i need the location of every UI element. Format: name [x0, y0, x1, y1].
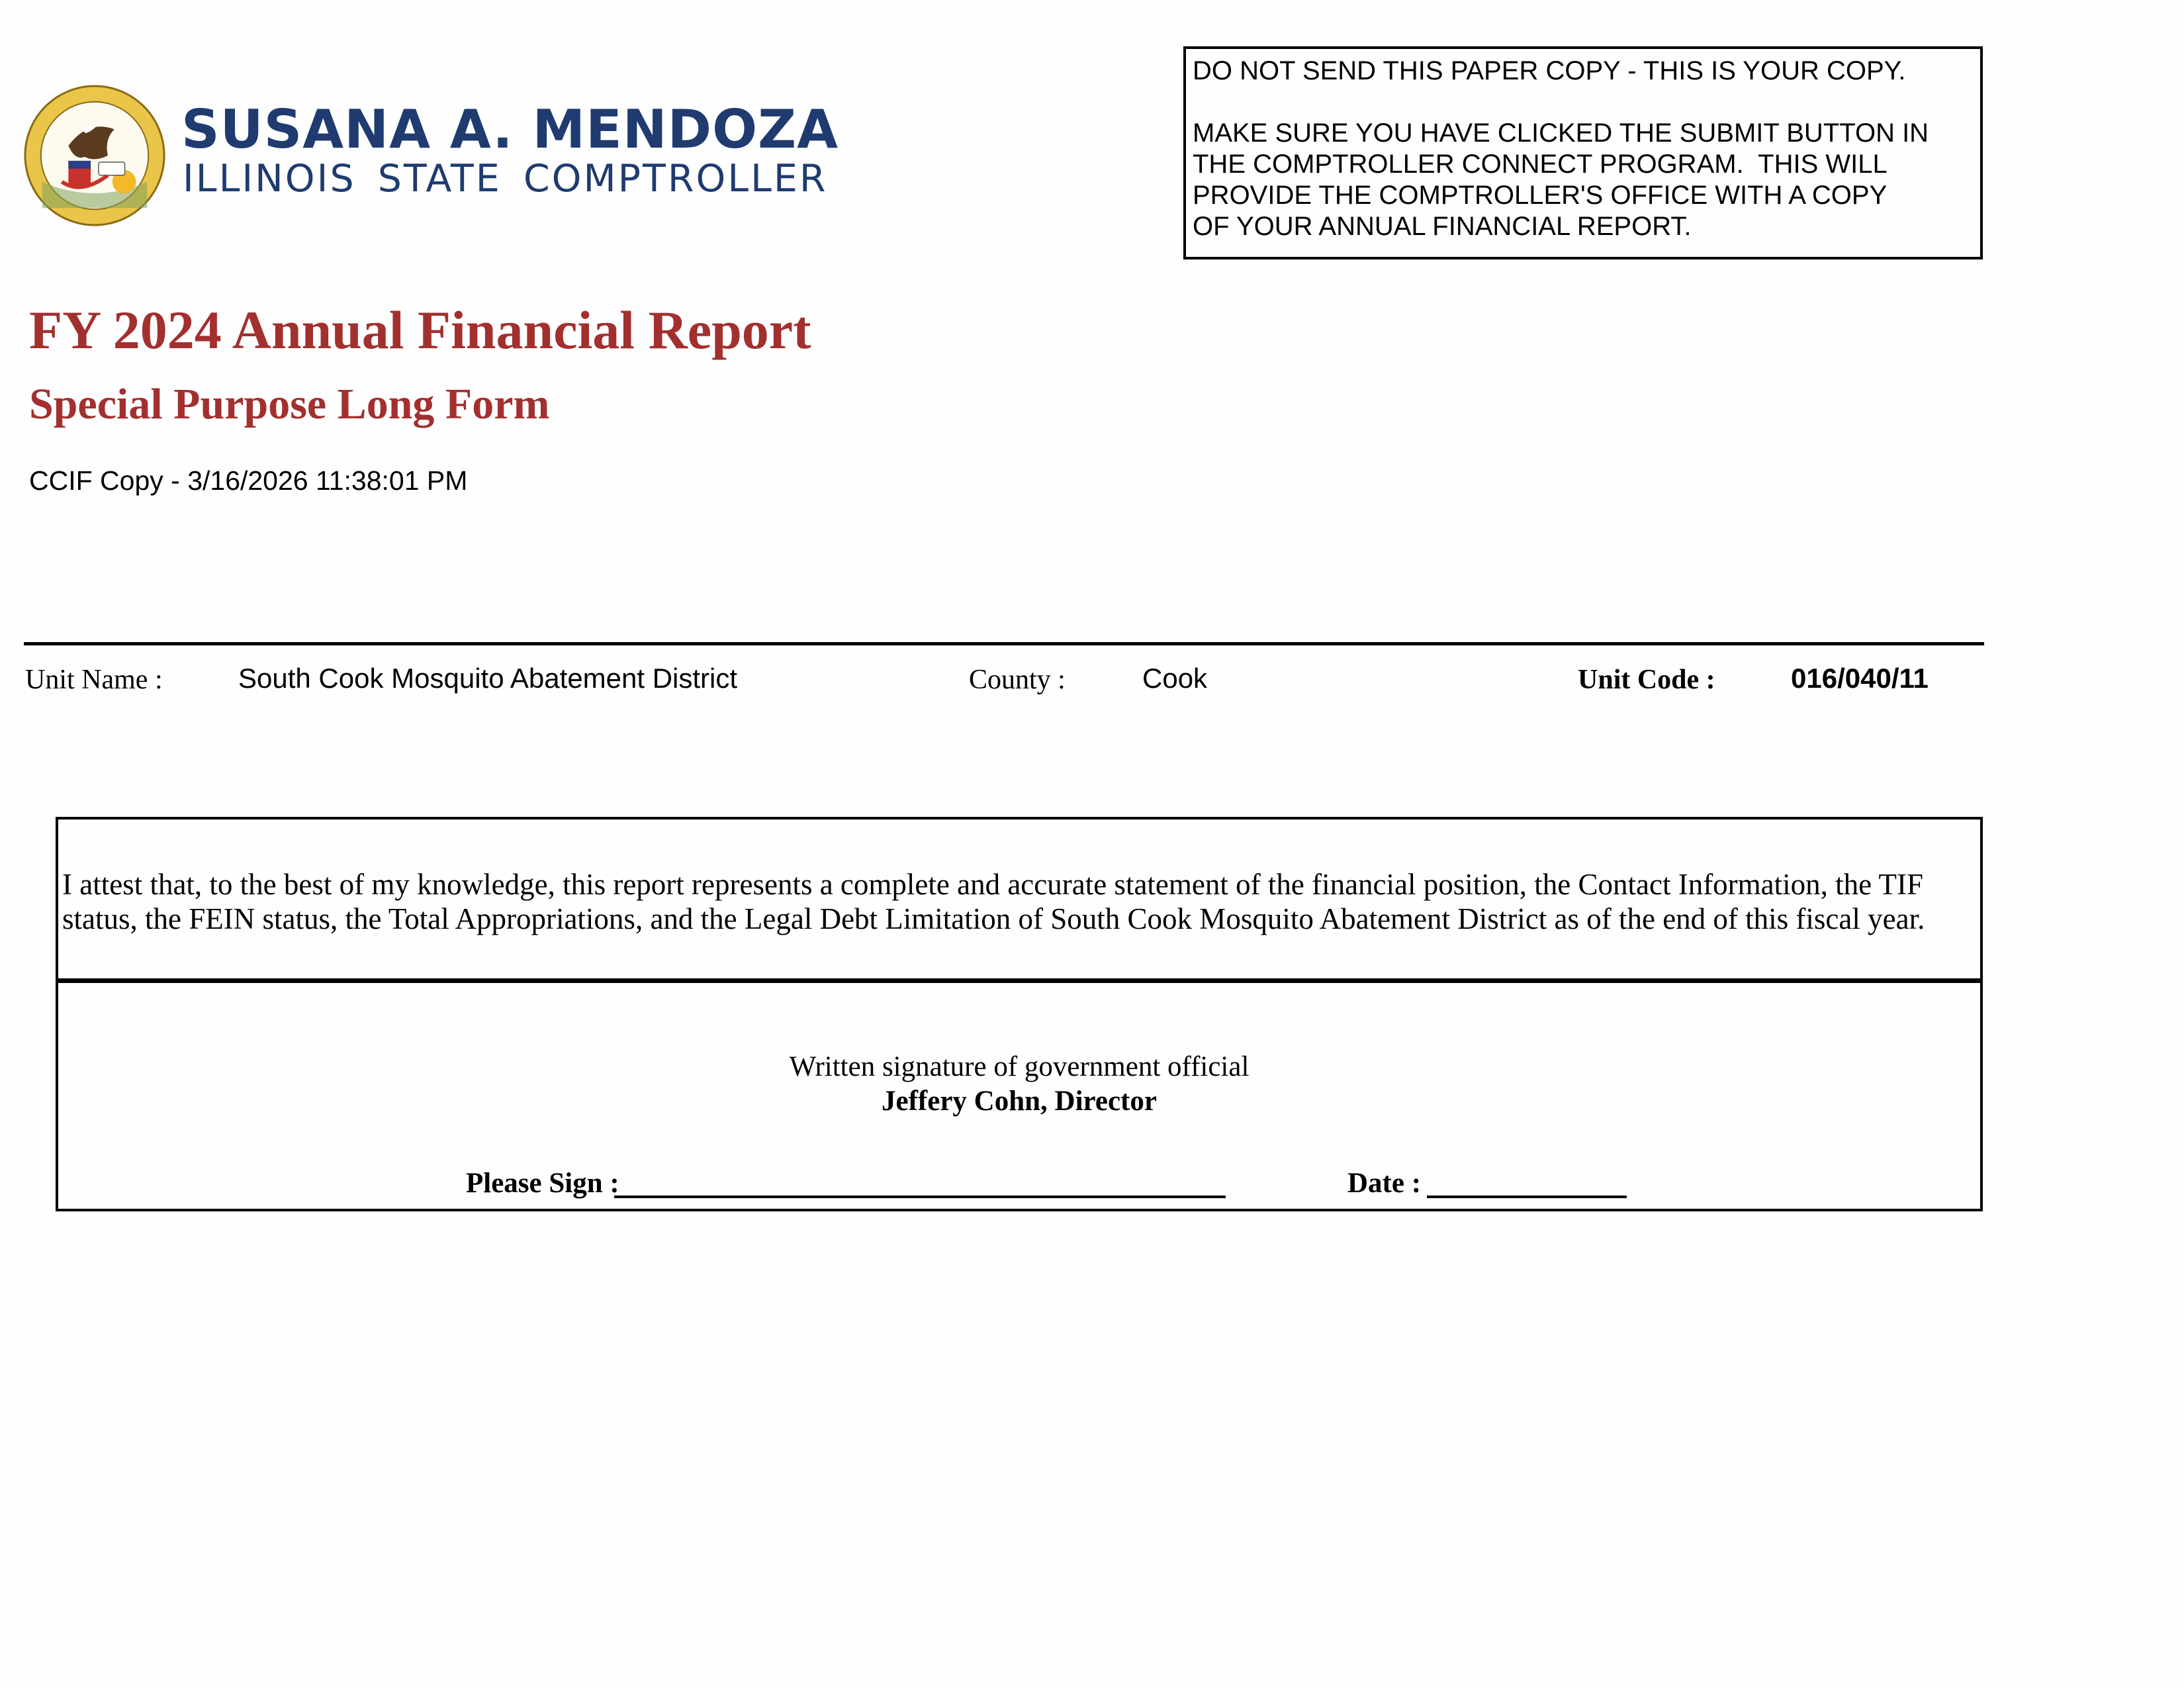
date-label: Date :: [1347, 1168, 1422, 1199]
attestation-line: I attest that, to the best of my knowledge, this report represents a complete and accurate statement of the financial position, the Contact Information, the TIF: [62, 868, 1924, 901]
signature-caption: Written signature of government official: [789, 1051, 1250, 1082]
county-value: Cook: [1142, 663, 1208, 694]
report-title: FY 2024 Annual Financial Report: [29, 300, 811, 360]
illinois-state-seal-icon: [23, 83, 167, 228]
unit-code-value: 016/040/11: [1791, 663, 1929, 694]
comptroller-name: SUSANA A. MENDOZA: [181, 99, 839, 160]
notice-line: DO NOT SEND THIS PAPER COPY - THIS IS YOUR COPY.: [1193, 56, 1906, 85]
notice-line: THE COMPTROLLER CONNECT PROGRAM. THIS WILL: [1193, 150, 1888, 179]
please-sign-label: Please Sign :: [466, 1168, 619, 1199]
unit-code-label: Unit Code :: [1578, 665, 1715, 695]
unit-row-divider: [24, 642, 1984, 645]
unit-name-label: Unit Name :: [25, 665, 163, 695]
notice-line: PROVIDE THE COMPTROLLER'S OFFICE WITH A COPY: [1193, 181, 1888, 210]
attestation-line: status, the FEIN status, the Total Appropriations, and the Legal Debt Limitation of South Cook Mosquito Abatement District as of the end of this fiscal year.: [62, 902, 1925, 935]
notice-line: [1193, 87, 1980, 118]
notice-line: MAKE SURE YOU HAVE CLICKED THE SUBMIT BUTTON IN: [1193, 118, 1929, 148]
attestation-statement: [62, 867, 1981, 936]
report-subtitle: Special Purpose Long Form: [29, 380, 550, 428]
comptroller-title: ILLINOIS STATE COMPTROLLER: [183, 157, 828, 201]
date-line: [1427, 1196, 1627, 1198]
paper-copy-notice: [1183, 46, 1983, 259]
copy-timestamp: CCIF Copy - 3/16/2026 11:38:01 PM: [29, 465, 468, 496]
official-name: Jeffery Cohn, Director: [882, 1086, 1157, 1117]
unit-name-value: South Cook Mosquito Abatement District: [238, 663, 738, 694]
notice-line: OF YOUR ANNUAL FINANCIAL REPORT.: [1193, 212, 1692, 241]
attestation-divider: [56, 978, 1983, 983]
signature-line: [614, 1196, 1226, 1198]
county-label: County :: [969, 665, 1066, 695]
